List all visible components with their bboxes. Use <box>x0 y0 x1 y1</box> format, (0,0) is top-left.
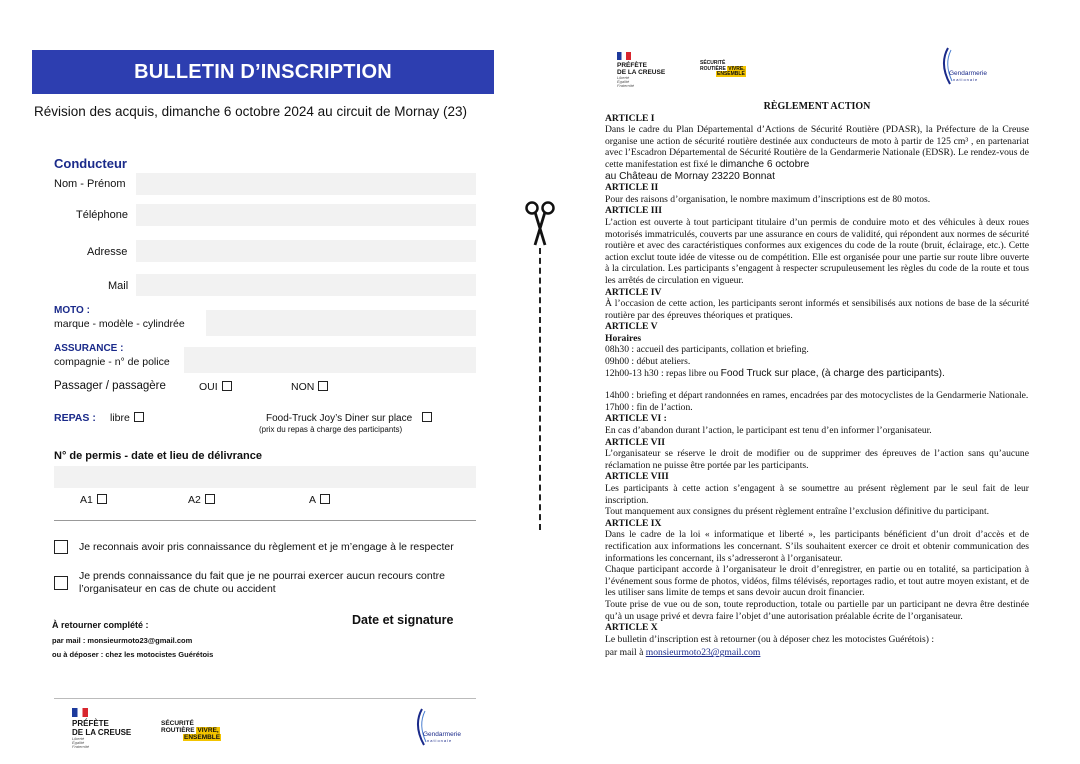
permit-a1[interactable] <box>80 494 107 506</box>
prefete-logo <box>72 708 131 749</box>
prefete-logo-motto2: Égalité <box>72 740 85 745</box>
header-french-flag-icon <box>617 52 631 60</box>
article-1-date: dimanche 6 octobre <box>719 158 810 170</box>
permit-a1-checkbox[interactable] <box>97 494 107 504</box>
ack-rules-label: Je reconnais avoir pris connaissance du règlement et je m’engage à le respecter <box>79 541 454 553</box>
meal-free-checkbox[interactable] <box>134 412 144 422</box>
article-6-text: En cas d’abandon durant l’action, le participant est tenu d’en informer l’organisateur. <box>605 425 932 437</box>
cut-line <box>539 248 541 530</box>
insurance-heading: ASSURANCE : <box>54 343 124 354</box>
footer-divider <box>54 698 476 699</box>
driver-heading: Conducteur <box>54 156 127 171</box>
prefete-logo-motto1: Liberté <box>72 736 85 741</box>
article-5-subtitle: Horaires <box>605 332 642 344</box>
gendarmerie-logo-sub: nationale <box>427 738 453 743</box>
securite-routiere-logo <box>161 720 221 741</box>
header-prefete-motto1: Liberté <box>617 75 630 80</box>
registration-form <box>0 0 510 764</box>
article-10-mail-prefix: par mail à <box>605 647 644 659</box>
permit-a-checkbox[interactable] <box>320 494 330 504</box>
article-10-text: Le bulletin d’inscription est à retourner (ou à déposer chez les motocistes Guérétois) : <box>605 633 935 645</box>
article-8-title: ARTICLE VIII <box>605 471 669 483</box>
header-securite-routiere-logo <box>700 61 746 78</box>
permit-a2[interactable] <box>188 494 215 506</box>
article-8-text1: Les participants à cette action s’engagent à se soumettre au présent règlement par le seul fait de leur inscription. <box>605 483 1029 506</box>
reglement <box>605 101 1029 659</box>
header-prefete-line2: DE LA CREUSE <box>617 69 666 76</box>
schedule-item: 17h00 : fin de l’action. <box>605 401 693 413</box>
schedule-foodtruck: Food Truck sur place, (à charge des participants). <box>720 367 945 379</box>
signature-label: Date et signature <box>352 613 454 627</box>
meal-foodtruck[interactable] <box>266 412 432 424</box>
article-7-text: L’organisateur se réserve le droit de modifier ou de supprimer des épreuves de l’action sans qu’aucune réclamation ne puisse être portée par les participants. <box>605 448 1029 471</box>
insurance-label: compagnie - n° de police <box>54 356 170 368</box>
header-gendarmerie-sub: nationale <box>953 77 979 82</box>
prefete-logo-line1: PRÉFÈTE <box>72 719 109 728</box>
schedule-item: 14h00 : briefing et départ randonnées en rames, encadrées par des motocyclistes de la Gendarmerie Nationale. <box>605 390 1029 402</box>
ack-rules-checkbox[interactable] <box>54 540 68 554</box>
article-10-mail <box>605 647 1029 659</box>
form-subtitle: Révision des acquis, dimanche 6 octobre 2024 au circuit de Mornay (23) <box>34 104 467 119</box>
passenger-no[interactable] <box>291 381 328 393</box>
article-3-text: L’action est ouverte à tout participant titulaire d’un permis de conduire moto et des véhicules à deux roues motorisés immatriculés, couverts par une assurance en cours de validité, qui répondent aux normes de sécurité routière et avec des caractéristiques conformes aux exigences du code de la route (bruit, éclairage, etc.). Cette action exclut toute idée de vitesse ou de compétition. Elle est organisée pour une partie sur route libre ouverte à la circulation. Les participants s’engagent à respecter scrupuleusement les règles du code de la route et tous les arrêtés de circulation en vigueur. <box>605 216 1029 286</box>
schedule-lunch: 12h00-13 h30 : repas libre ou <box>605 367 719 379</box>
securite-routiere-hl2: ENSEMBLE <box>184 734 221 741</box>
permit-a[interactable] <box>309 494 330 506</box>
address-label: Adresse <box>87 246 128 258</box>
moto-field[interactable] <box>206 310 476 336</box>
return-heading: À retourner complété : <box>52 620 149 630</box>
mail-field[interactable] <box>136 274 476 296</box>
article-6-title: ARTICLE VI : <box>605 413 667 425</box>
spacer <box>605 379 1029 390</box>
scissors-icon <box>524 200 556 248</box>
phone-label: Téléphone <box>76 209 128 221</box>
article-1-body: Dans le cadre du Plan Départemental d’Actions de Sécurité Routière (PDASR), la Préfecture de la Creuse organise une action de sécurité routière destinée aux conducteurs de moto à partir de 125 cm³ , en partenariat avec l’Escadron Départemental de Sécurité Routière de la Gendarmerie Nationale (EDSR). Le rendez-vous de cette manifestation est fixé le <box>605 124 1029 170</box>
article-2-title: ARTICLE II <box>605 182 659 194</box>
address-field[interactable] <box>136 240 476 262</box>
name-field[interactable] <box>136 173 476 195</box>
article-4-text: À l’occasion de cette action, les participants seront informés et sensibilisés aux notions de base de la sécurité routière par des épreuves théoriques et pratiques. <box>605 298 1029 321</box>
divider <box>54 520 476 521</box>
passenger-yes-checkbox[interactable] <box>222 381 232 391</box>
header-sr-hl1: VIVRE, <box>728 65 745 72</box>
mail-label: Mail <box>108 280 129 292</box>
securite-routiere-hl1: VIVRE, <box>197 727 219 734</box>
meal-foodtruck-note: (prix du repas à charge des participants) <box>259 425 403 434</box>
insurance-field[interactable] <box>184 347 476 373</box>
article-5-title: ARTICLE V <box>605 321 658 333</box>
header-sr-line1: SÉCURITÉ <box>700 60 726 66</box>
meal-foodtruck-checkbox[interactable] <box>422 412 432 422</box>
article-1-text <box>605 124 1029 182</box>
article-7-title: ARTICLE VII <box>605 436 665 448</box>
permit-a2-checkbox[interactable] <box>205 494 215 504</box>
article-10-title: ARTICLE X <box>605 622 658 634</box>
phone-field[interactable] <box>136 204 476 226</box>
french-flag-icon <box>72 708 88 717</box>
securite-routiere-line1: SÉCURITÉ <box>161 720 194 727</box>
article-8-text2: Tout manquement aux consignes du présent règlement entraîne l’exclusion définitive du participant. <box>605 506 990 518</box>
permit-a2-label: A2 <box>188 494 201 506</box>
ack-liability-checkbox[interactable] <box>54 576 68 590</box>
header-sr-line2: ROUTIÈRE <box>700 65 726 72</box>
header-prefete-motto2: Égalité <box>617 79 630 84</box>
schedule-item <box>605 368 1029 380</box>
ack-liability-line2: l’organisateur en cas de chute ou accident <box>79 583 276 595</box>
meal-free-label: libre <box>110 412 130 424</box>
prefete-logo-line2: DE LA CREUSE <box>72 728 132 737</box>
passenger-yes-label: OUI <box>199 381 218 393</box>
ack-liability-line1: Je prends connaissance du fait que je ne pourrai exercer aucun recours contre <box>79 570 445 582</box>
header-prefete-line1: PRÉFÈTE <box>617 62 647 69</box>
return-drop: ou à déposer : chez les motocistes Guérétois <box>52 650 214 659</box>
header-gendarmerie-text: Gendarmerie <box>949 70 987 77</box>
return-mail: par mail : monsieurmoto23@gmail.com <box>52 636 193 645</box>
article-2-text: Pour des raisons d’organisation, le nombre maximum d’inscriptions est de 80 motos. <box>605 193 931 205</box>
permit-field[interactable] <box>54 466 476 488</box>
meal-foodtruck-label: Food-Truck Joy’s Diner sur place <box>266 413 413 424</box>
securite-routiere-line2: ROUTIÈRE <box>161 727 195 734</box>
article-9-title: ARTICLE IX <box>605 517 662 529</box>
passenger-no-checkbox[interactable] <box>318 381 328 391</box>
header-sr-hl2: ENSEMBLE <box>717 71 745 77</box>
passenger-label: Passager / passagère <box>54 380 166 392</box>
prefete-logo-motto3: Fraternité <box>72 744 90 749</box>
article-10-mail-link[interactable]: monsieurmoto23@gmail.com <box>645 647 761 659</box>
reglement-title: RÈGLEMENT ACTION <box>763 101 871 112</box>
permit-a-label: A <box>309 494 317 506</box>
passenger-no-label: NON <box>291 381 315 393</box>
article-9-text1: Dans le cadre de la loi « informatique et liberté », les participants bénéficient d’un droit d’accès et de rectification aux informations les concernant. S’ils souhaitent exercer ce droit et obtenir communication des informations les concernant, ils s’adresseront à l’organisateur. <box>605 529 1029 564</box>
schedule-item: 08h30 : accueil des participants, collation et briefing. <box>605 344 809 356</box>
name-label: Nom - Prénom <box>54 178 126 190</box>
article-1-title: ARTICLE I <box>605 112 655 124</box>
header-prefete-motto3: Fraternité <box>617 83 635 88</box>
header-prefete-logo <box>617 52 665 88</box>
form-title: BULLETIN D’INSCRIPTION <box>32 50 494 94</box>
gendarmerie-logo-text: Gendarmerie <box>423 731 461 738</box>
meal-heading: REPAS : <box>54 412 96 424</box>
schedule-item: 09h00 : début ateliers. <box>605 356 691 368</box>
header-gendarmerie-logo <box>938 46 998 91</box>
article-1-place: au Château de Mornay 23220 Bonnat <box>605 170 775 182</box>
gendarmerie-logo <box>412 707 472 752</box>
moto-heading: MOTO : <box>54 305 90 316</box>
permit-a1-label: A1 <box>80 494 93 506</box>
passenger-yes[interactable] <box>199 381 232 393</box>
meal-free[interactable] <box>110 412 144 424</box>
article-9-text2: Chaque participant accorde à l’organisateur le droit d’enregistrer, en partie ou en totalité, sa participation à l’événement sous forme de photos, vidéos, films télévisés, reportages radio, et tout autre moyen existant, et de les utiliser sans limite de temps et sans devoir aucun droit financier. <box>605 564 1029 599</box>
article-4-title: ARTICLE IV <box>605 286 662 298</box>
permit-heading: N° de permis - date et lieu de délivrance <box>54 450 262 462</box>
article-9-text3: Toute prise de vue ou de son, toute reproduction, totale ou partielle par un participant ne devra être destinée qu’à un usage privé et devra faire l’objet d’une autorisation préalable écrite de l’organisateur. <box>605 598 1029 622</box>
moto-label: marque - modèle - cylindrée <box>54 318 185 330</box>
article-3-title: ARTICLE III <box>605 205 662 217</box>
